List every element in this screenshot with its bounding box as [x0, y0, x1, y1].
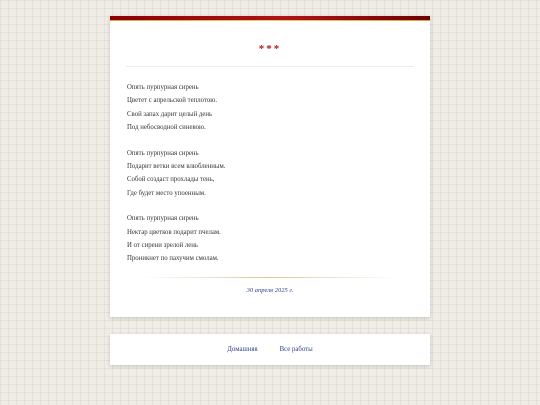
poem-line: И от сирени зрелой лень [127, 242, 199, 250]
poem-line: Проникнет по пахучим смолам. [127, 255, 219, 263]
stanza-1 [127, 81, 430, 135]
poem-line: Опять пурпурная сирень [127, 149, 199, 157]
poem-body [110, 67, 430, 266]
poem-line: Нектар цветков подарит пчелам. [127, 228, 221, 236]
poem-title: *** [258, 43, 282, 55]
accent-bar [110, 16, 430, 20]
navigation-card [110, 334, 430, 365]
home-link[interactable]: Домашняя [227, 346, 258, 353]
all-works-link[interactable]: Все работы [279, 346, 313, 353]
poem-line: Подарит ветки всем влюбленным. [127, 163, 226, 171]
poem-line: Под небосводной синевою. [127, 124, 206, 132]
poem-date: 30 апреля 2025 г. [246, 286, 294, 294]
poem-line: Опять пурпурная сирень [127, 84, 199, 91]
poem-line: Опять пурпурная сирень [127, 215, 199, 223]
poem-card [110, 16, 430, 317]
poem-line: Свой запах дарит целый день [127, 110, 213, 118]
poem-line: Цветет с апрельской теплотою. [127, 97, 218, 105]
poem-line: Где будет место упоенным. [127, 189, 206, 197]
footer-divider [142, 277, 398, 278]
stanza-3 [127, 212, 430, 266]
poem-line: Собой создаст прохлады тень, [127, 176, 215, 184]
stanza-2 [127, 147, 430, 201]
